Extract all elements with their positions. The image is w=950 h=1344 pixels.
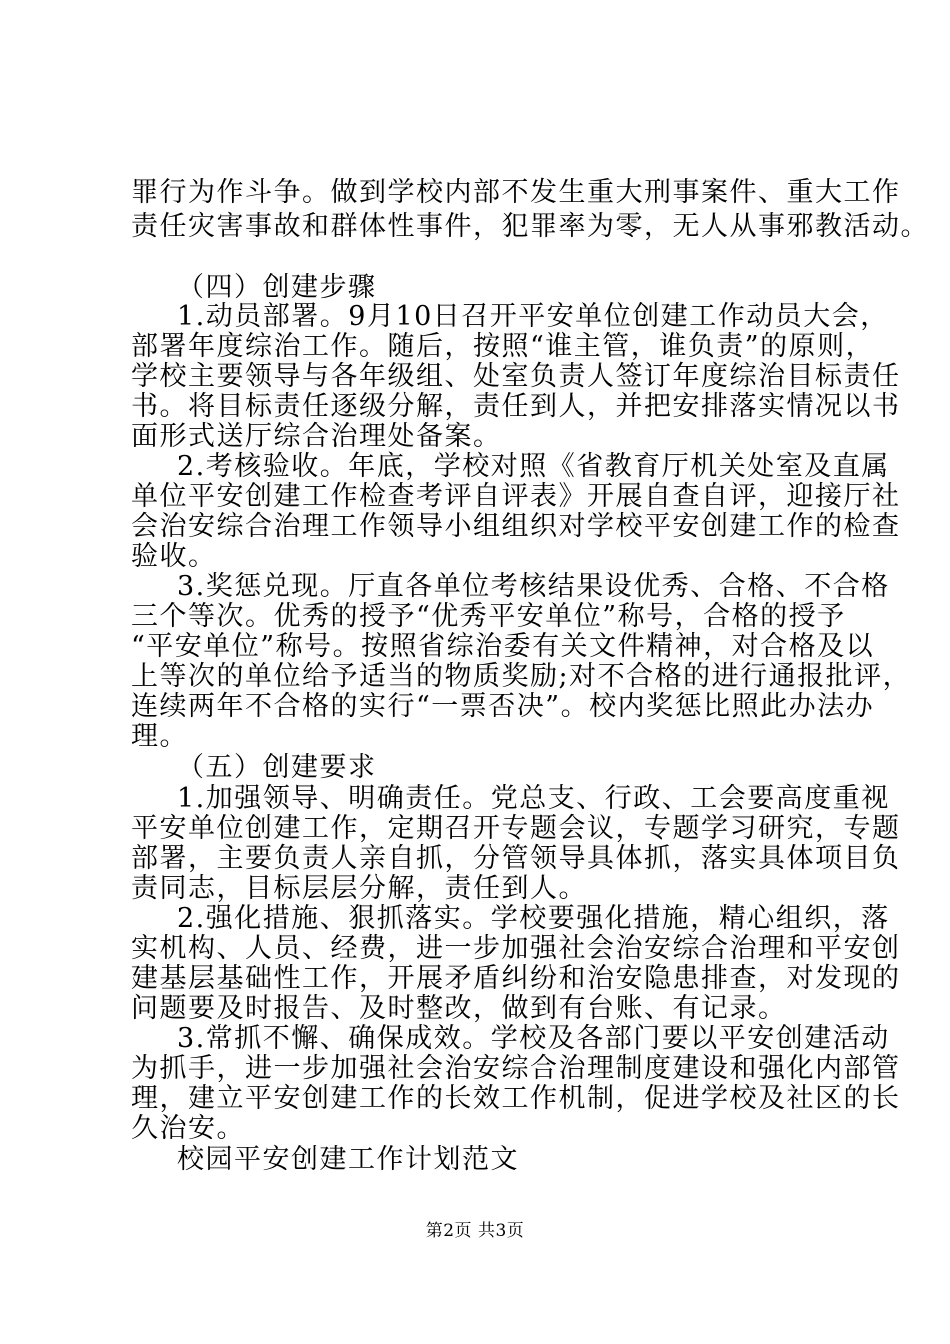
body-line: 久治安。: [131, 1113, 245, 1144]
body-line: 书。将目标责任逐级分解，责任到人，并把安排落实情况以书: [131, 391, 901, 422]
body-line: 实机构、人员、经费，进一步加强社会治安综合治理和平安创: [131, 933, 901, 964]
section-heading-4: （四）创建步骤: [177, 272, 377, 303]
closing-title: 校园平安创建工作计划范文: [177, 1144, 519, 1175]
body-line: 面形式送厅综合治理处备案。: [131, 421, 502, 452]
body-line: 责同志，目标层层分解，责任到人。: [131, 873, 587, 904]
body-line: 三个等次。优秀的授予“优秀平安单位”称号，合格的授予: [131, 601, 846, 632]
body-line: 部署，主要负责人亲自抓，分管领导具体抓，落实具体项目负: [131, 843, 901, 874]
body-line: 1.动员部署。9月10日召开平安单位创建工作动员大会，: [177, 301, 889, 332]
body-line: 3.常抓不懈、确保成效。学校及各部门要以平安创建活动: [177, 1023, 890, 1054]
body-line: 3.奖惩兑现。厅直各单位考核结果设优秀、合格、不合格: [177, 571, 890, 602]
body-line: 上等次的单位给予适当的物质奖励;对不合格的进行通报批评，: [131, 661, 912, 692]
body-line: 验收。: [131, 541, 217, 572]
body-line: 问题要及时报告、及时整改，做到有台账、有记录。: [131, 993, 787, 1024]
body-line: 学校主要领导与各年级组、处室负责人签订年度综治目标责任: [131, 361, 901, 392]
body-line: 罪行为作斗争。做到学校内部不发生重大刑事案件、重大工作: [131, 177, 901, 208]
body-line: 2.强化措施、狠抓落实。学校要强化措施，精心组织，落: [177, 903, 890, 934]
body-line: 平安单位创建工作，定期召开专题会议，专题学习研究，专题: [131, 813, 901, 844]
body-line: 会治安综合治理工作领导小组组织对学校平安创建工作的检查: [131, 511, 901, 542]
page-number: 第2页 共3页: [425, 1221, 525, 1241]
body-line: 责任灾害事故和群体性事件，犯罪率为零，无人从事邪教活动。: [131, 211, 929, 242]
body-line: “平安单位”称号。按照省综治委有关文件精神，对合格及以: [131, 631, 875, 662]
body-line: 连续两年不合格的实行“一票否决”。校内奖惩比照此办法办: [131, 691, 875, 722]
body-line: 理，建立平安创建工作的长效工作机制，促进学校及社区的长: [131, 1083, 901, 1114]
body-line: 理。: [131, 721, 188, 752]
body-line: 部署年度综治工作。随后，按照“谁主管，谁负责”的原则，: [131, 331, 875, 362]
body-line: 建基层基础性工作，开展矛盾纠纷和治安隐患排查，对发现的: [131, 963, 901, 994]
body-line: 1.加强领导、明确责任。党总支、行政、工会要高度重视: [177, 783, 890, 814]
body-line: 2.考核验收。年底，学校对照《省教育厅机关处室及直属: [177, 451, 890, 482]
section-heading-5: （五）创建要求: [177, 752, 377, 783]
body-line: 单位平安创建工作检查考评自评表》开展自查自评，迎接厅社: [131, 481, 901, 512]
body-line: 为抓手，进一步加强社会治安综合治理制度建设和强化内部管: [131, 1053, 901, 1084]
